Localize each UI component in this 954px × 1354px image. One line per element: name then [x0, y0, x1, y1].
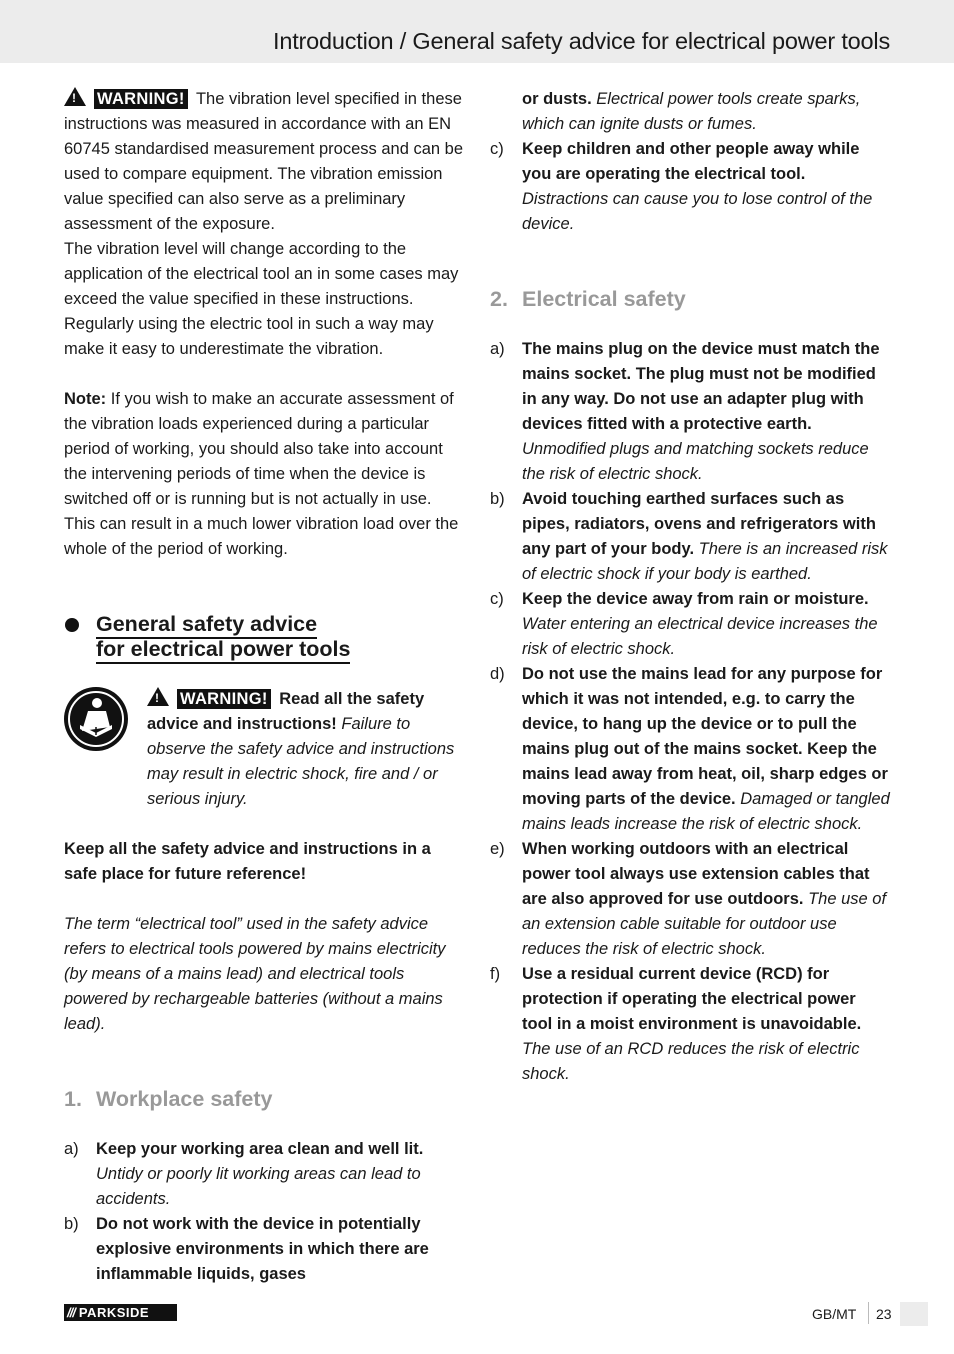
vibration-warning [64, 87, 464, 237]
read-manual-icon [64, 687, 128, 751]
manual-warning [64, 687, 464, 812]
left-column [64, 87, 464, 1287]
section-heading-general-safety: General safety advice for electrical power tools [64, 612, 464, 662]
warning-label: WARNING! [94, 89, 188, 109]
list-item: b) Do not work with the device in potentially explosive environments in which there are inflammable liquids, gases [64, 1215, 429, 1283]
section-heading-workplace-safety: 1. Workplace safety [64, 1087, 273, 1111]
manual-warning-bold: Read all the safety advice and instructions! [147, 690, 425, 733]
list-item: a) Keep your working area clean and well lit. Untidy or poorly lit working areas can lead to accidents. [64, 1140, 424, 1208]
right-column [490, 87, 890, 1087]
footer-divider [868, 1302, 869, 1324]
warning-label: WARNING! [177, 689, 271, 709]
parkside-logo: /// PARKSIDE [64, 1304, 177, 1321]
page-title: Introduction / General safety advice for electrical power tools [273, 28, 890, 54]
footer-tab [900, 1302, 928, 1326]
warning-triangle-icon [147, 687, 169, 706]
language-code: GB/MT [812, 1306, 857, 1322]
manual-warning-italic: Failure to observe the safety advice and instructions may result in electric shock, fire and / or serious injury. [147, 715, 455, 808]
note-text: If you wish to make an accurate assessment of the vibration loads experienced during a particular period of working, you should also take into account the intervening periods of time when the device is switched off or is running but is not actually in use. This can result in a much lower vibration load over the whole of the period of working. [64, 390, 459, 558]
section-heading-electrical-safety: 2. Electrical safety [490, 287, 686, 311]
list-item: b) Avoid touching earthed surfaces such as pipes, radiators, ovens and refrigerators with any part of your body. There is an increased risk of electric shock if your body is earthed. [490, 490, 888, 583]
bullet-icon [65, 618, 79, 632]
list-item: c) Keep the device away from rain or moisture. Water entering an electrical device increases the risk of electric shock. [490, 590, 878, 658]
term-definition: The term “electrical tool” used in the safety advice refers to electrical tools powered by mains electricity (by means of a mains lead) and electrical tools powered by rechargeable batteries (without a mains lead). [64, 915, 446, 1033]
list-item: c) Keep children and other people away while you are operating the electrical tool. Distractions can cause you to lose control of the device. [490, 140, 873, 233]
list-item: e) When working outdoors with an electrical power tool always use extension cables that are also approved for use outdoors. The use of an extension cable suitable for outdoor use reduces the risk of electric shock. [490, 840, 887, 958]
note-label: Note: [64, 390, 107, 408]
warning-triangle-icon [64, 87, 86, 106]
keep-instructions: Keep all the safety advice and instructions in a safe place for future reference! [64, 840, 431, 883]
list-item: a) The mains plug on the device must match the mains socket. The plug must not be modified in any way. Do not use an adapter plug with devices fitted with a protective earth. Unmodified plugs and matching sockets reduce the risk of electric shock. [490, 340, 880, 483]
page-number: 23 [876, 1306, 892, 1322]
vibration-paragraph: The vibration level will change according to the application of the electrical tool an in some cases may exceed the value specified in these instructions. Regularly using the electric tool in such a way may make it easy to underestimate the vibration. [64, 240, 459, 358]
list-item-continued: or dusts. Electrical power tools create sparks, which can ignite dusts or fumes. [522, 90, 861, 133]
note-paragraph [64, 387, 464, 562]
vibration-warning-text: The vibration level specified in these instructions was measured in accordance with an EN 60745 standardised measurement process and can be used to compare equipment. The vibration emission value specified can also serve as a preliminary assessment of the exposure. [64, 90, 464, 233]
list-item: f) Use a residual current device (RCD) for protection if operating the electrical power tool in a moist environment is unavoidable. The use of an RCD reduces the risk of electric shock. [490, 965, 862, 1083]
list-item: d) Do not use the mains lead for any purpose for which it was not intended, e.g. to carry the device, to hang up the device or to pull the mains plug out of the mains socket. Keep the mains lead away from heat, oil, sharp edges or moving parts of the device. Damaged or tangled mains leads increase the risk of electric shock. [490, 665, 890, 833]
